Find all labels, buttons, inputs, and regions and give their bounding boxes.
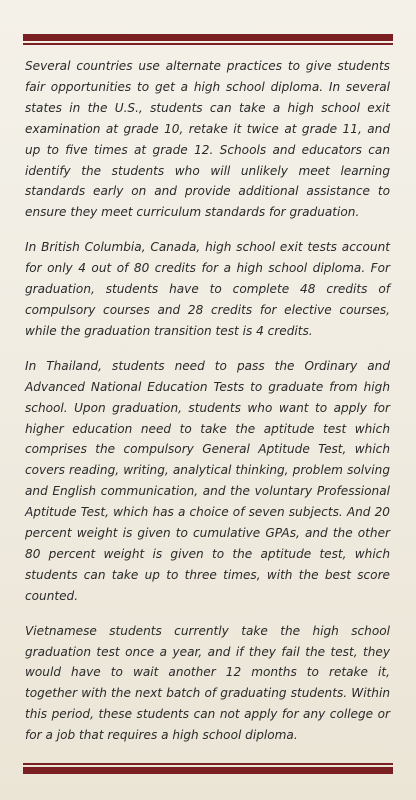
- article-body: [25, 56, 390, 760]
- paragraph-canada: In British Columbia, Canada, high school exit tests account for only 4 out of 80 credits for a high school diploma. For graduation, students have to complete 48 credits of compulsory courses and 28 credits for elective courses, while the graduation transition test is 4 credits.: [25, 240, 390, 338]
- paragraph-usa: Several countries use alternate practices to give students fair opportunities to get a high school diploma. In several states in the U.S., students can take a high school exit examination at grade 10, retake it twice at grade 11, and up to five times at grade 12. Schools and educators can identify the students who will unlikely meet learning standards early on and provide additional assistance to ensure they meet curriculum standards for graduation.: [25, 59, 390, 220]
- bottom-divider-thin-line: [23, 763, 393, 765]
- paragraph-vietnam: Vietnamese students currently take the high school graduation test once a year, and if they fail the test, they would have to wait another 12 months to retake it, together with the next batch of graduating students. Within this period, these students can not apply for any college or for a job that requires a high school diploma.: [25, 623, 390, 743]
- top-divider: [23, 34, 393, 45]
- top-divider-thick-line: [23, 34, 393, 41]
- bottom-divider: [23, 763, 393, 774]
- paragraph-thailand: In Thailand, students need to pass the Ordinary and Advanced National Education Tests to graduate from high school. Upon graduation, students who want to apply for higher education need to take the aptitude test which comprises the compulsory General Aptitude Test, which covers reading, writing, analytical thinking, problem solving and English communication, and the voluntary Professional Aptitude Test, which has a choice of seven subjects. And 20 percent weight is given to cumulative GPAs, and the other 80 percent weight is given to the aptitude test, which students can take up to three times, with the best score counted.: [25, 358, 390, 603]
- bottom-divider-thick-line: [23, 767, 393, 774]
- top-divider-thin-line: [23, 43, 393, 45]
